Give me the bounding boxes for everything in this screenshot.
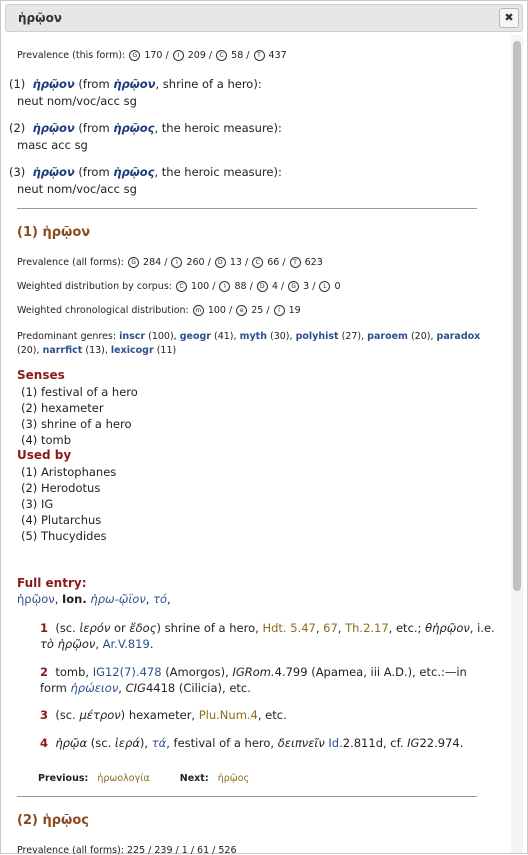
dist-value: 3 xyxy=(303,281,310,292)
corpus-i-icon: I xyxy=(219,281,230,292)
def-number: 2 xyxy=(40,665,49,679)
parse-lemma-link[interactable]: ἡρῷος xyxy=(113,165,155,179)
parse-form[interactable]: ἡρῷον xyxy=(32,77,75,91)
entry-heading: (2) ἡρῷος xyxy=(17,813,89,828)
parse-gloss: , the heroic measure): xyxy=(154,165,282,179)
def-text: 22.974. xyxy=(419,736,464,750)
def-text: or xyxy=(113,621,126,635)
definition-2: 2 tomb, IG12(7).478 (Amorgos), IGRom.4.799 (Apamea, iii A.D.), etc.:—in form ἡρώειον, CIG4418 (Cilicia), etc. xyxy=(40,665,467,695)
citation-abbrev: IG xyxy=(407,736,420,750)
greek-word: ἱερόν xyxy=(79,621,111,635)
def-number: 1 xyxy=(40,621,49,635)
chrono-value: 19 xyxy=(288,305,301,316)
parse-1-morph: neut nom/voc/acc sg xyxy=(17,94,137,108)
full-entry-heading: Full entry: xyxy=(17,576,87,590)
parse-2 xyxy=(9,121,282,135)
chrono-value: 100 xyxy=(207,305,226,316)
parse-form[interactable]: ἡρῷον xyxy=(32,165,75,179)
def-number: 3 xyxy=(40,708,49,722)
corpus-d-icon: D xyxy=(257,281,268,292)
vertical-scrollbar[interactable] xyxy=(511,35,523,853)
def-text: (sc. xyxy=(55,708,76,722)
greek-link[interactable]: ἡρώειον xyxy=(70,681,119,695)
genre-count: (20), xyxy=(17,345,40,356)
greek-word: δειπνεῖν xyxy=(277,736,325,750)
def-text: ) hexameter, xyxy=(120,708,196,722)
dist-value: 88 xyxy=(234,281,247,292)
senses-heading: Senses xyxy=(17,368,65,382)
definition-4 xyxy=(40,736,463,750)
greek-word: ἡρῷον xyxy=(57,637,96,651)
parse-from: (from xyxy=(78,121,110,135)
next-entry-link[interactable]: ἡρῷος xyxy=(217,773,250,784)
def-text: ) shrine of a hero, xyxy=(156,621,259,635)
genres-label: Predominant genres: xyxy=(17,331,117,342)
prev-value: 209 xyxy=(187,50,206,61)
prevalence-label: Prevalence (all forms): xyxy=(17,845,124,855)
def-text: , etc. xyxy=(257,708,287,722)
used-by-list xyxy=(21,464,116,544)
prev-value: 260 xyxy=(186,257,205,268)
dist-value: 4 xyxy=(271,281,278,292)
genre-link[interactable]: paradox xyxy=(436,331,481,342)
dist-value: 0 xyxy=(334,281,341,292)
prev-value: 284 xyxy=(143,257,162,268)
citation-link[interactable]: Ar.V.819 xyxy=(102,637,150,651)
def-text: , festival of a hero, xyxy=(166,736,275,750)
genre-link[interactable]: geogr xyxy=(179,331,211,342)
author-item: (1) Aristophanes xyxy=(21,465,117,479)
genre-link[interactable]: polyhist xyxy=(295,331,339,342)
def-text: (sc. xyxy=(90,736,112,750)
parse-from: (from xyxy=(78,77,110,91)
used-by-heading: Used by xyxy=(17,448,72,462)
scrollbar-thumb[interactable] xyxy=(513,41,521,591)
divider xyxy=(17,208,477,209)
previous-label: Previous: xyxy=(38,773,89,784)
parse-gloss: , shrine of a hero): xyxy=(155,77,262,91)
parse-lemma-link[interactable]: ἡρῷον xyxy=(113,77,156,91)
genre-count: (100), xyxy=(148,331,177,342)
parse-3-morph: neut nom/voc/acc sg xyxy=(17,182,137,196)
sense-item: (2) hexameter xyxy=(21,401,104,415)
definition-3 xyxy=(40,708,287,722)
previous-entry-link[interactable]: ἡρωολογία xyxy=(97,773,150,784)
citation-link[interactable]: 67 xyxy=(323,621,338,635)
greek-word: ἡρῷα xyxy=(55,736,88,750)
parse-number: (1) xyxy=(9,77,26,91)
genre-link[interactable]: inscr xyxy=(119,331,146,342)
def-text: 4418 (Cilicia), etc. xyxy=(145,681,251,695)
greek-link[interactable]: τά xyxy=(151,736,167,750)
author-item: (5) Thucydides xyxy=(21,529,107,543)
prev-value: 225 / 239 / 1 / 61 / 526 xyxy=(127,845,237,855)
prev-value: 437 xyxy=(268,50,287,61)
def-text: , i.e. xyxy=(469,621,495,635)
popup-content xyxy=(9,35,509,855)
greek-word: ἱερά xyxy=(114,736,140,750)
citation-link[interactable]: Id. xyxy=(328,736,343,750)
def-number: 4 xyxy=(40,736,49,750)
dist-value: 100 xyxy=(191,281,210,292)
prev-next-nav xyxy=(38,773,249,784)
window-title: ἡρῷον xyxy=(18,11,62,25)
chrono-distribution: Weighted chronological distribution: m 100 / e 25 / l 19 xyxy=(17,305,301,316)
author-item: (3) IG xyxy=(21,497,54,511)
genre-link[interactable]: lexicogr xyxy=(110,345,154,356)
genre-link[interactable]: paroem xyxy=(367,331,408,342)
citation-abbrev: IGRom. xyxy=(232,665,275,679)
prev-value: 13 xyxy=(229,257,242,268)
corpus-label: Weighted distribution by corpus: xyxy=(17,281,172,292)
corpus-distribution: Weighted distribution by corpus: C 100 / I 88 / D 4 / G 3 / L 0 xyxy=(17,281,341,292)
genre-count: (30), xyxy=(270,331,293,342)
citation-abbrev: CIG xyxy=(125,681,146,695)
next-label: Next: xyxy=(179,773,209,784)
sense-item: (3) shrine of a hero xyxy=(21,417,132,431)
parse-1 xyxy=(9,77,262,91)
prev-value: 623 xyxy=(304,257,323,268)
parse-3 xyxy=(9,165,282,179)
genre-count: (11) xyxy=(156,345,177,356)
gender-link[interactable]: τό xyxy=(153,592,168,606)
entry-head-line: ἡρῷον, Ion. ἡρω-ῷϊον, τό, xyxy=(17,592,171,606)
greek-word: τὸ xyxy=(40,637,54,651)
corpus-t-icon: T xyxy=(254,50,265,61)
chrono-label: Weighted chronological distribution: xyxy=(17,305,189,316)
citation-link[interactable]: IG12(7).478 xyxy=(92,665,162,679)
greek-word: μέτρον xyxy=(79,708,121,722)
genre-count: (13), xyxy=(85,345,108,356)
sense-item: (4) tomb xyxy=(21,433,71,447)
variant-link[interactable]: ἡρω-ῷϊον xyxy=(90,592,146,606)
corpus-l-icon: L xyxy=(319,281,330,292)
def-text: tomb, xyxy=(55,665,90,679)
corpus-c-icon: C xyxy=(176,281,187,292)
author-item: (4) Plutarchus xyxy=(21,513,102,527)
definition-1: 1 (sc. ἱερόν or ἔδος) shrine of a hero, Hdt. 5.47, 67, Th.2.17, etc.; θἠρῷον, i.e. τὸ ἡρῷον, Ar.V.819. xyxy=(40,621,495,651)
greek-word: ἔδος xyxy=(129,621,157,635)
def-text: 2.811d, cf. xyxy=(342,736,404,750)
citation-link[interactable]: Th.2.17 xyxy=(345,621,389,635)
parse-form[interactable]: ἡρῷον xyxy=(32,121,75,135)
prevalence-label: Prevalence (all forms): xyxy=(17,257,124,268)
corpus-g-icon: G xyxy=(129,50,140,61)
genre-count: (41), xyxy=(214,331,237,342)
form-prevalence-line: Prevalence (this form): G 170 / I 209 / C 58 / T 437 xyxy=(17,50,287,61)
lemma-link[interactable]: ἡρῷον xyxy=(17,592,55,606)
entry-heading: (1) ἡρῷον xyxy=(17,225,91,240)
corpus-g-icon: G xyxy=(128,257,139,268)
predominant-genres xyxy=(17,330,487,358)
def-text: ), xyxy=(139,736,149,750)
form-prevalence-label: Prevalence (this form): xyxy=(17,50,126,61)
period-m-icon: m xyxy=(193,305,204,316)
senses-list xyxy=(21,384,138,448)
parse-lemma-link[interactable]: ἡρῷος xyxy=(113,121,155,135)
corpus-d-icon: D xyxy=(215,257,226,268)
divider xyxy=(17,796,477,797)
period-e-icon: e xyxy=(236,305,247,316)
parse-from: (from xyxy=(78,165,110,179)
greek-word: θἠρῷον xyxy=(425,621,470,635)
def-text: . xyxy=(149,637,154,651)
prev-value: 66 xyxy=(267,257,280,268)
citation-link[interactable]: Hdt. 5.47 xyxy=(262,621,316,635)
parse-number: (2) xyxy=(9,121,26,135)
author-item: (2) Herodotus xyxy=(21,481,101,495)
dialect-label: Ion. xyxy=(62,592,87,606)
genre-count: (27), xyxy=(341,331,365,342)
sense-item: (1) festival of a hero xyxy=(21,385,138,399)
genre-link[interactable]: narrfict xyxy=(42,345,83,356)
chrono-value: 25 xyxy=(251,305,264,316)
def-text: , etc.; xyxy=(388,621,422,635)
genre-link[interactable]: myth xyxy=(239,331,267,342)
corpus-i-icon: I xyxy=(173,50,184,61)
def-text: (Amorgos), xyxy=(165,665,229,679)
genre-count: (20), xyxy=(410,331,434,342)
def-text: 4.799 (Apamea, iii A.D.), etc.:—in form xyxy=(40,665,467,695)
close-button[interactable]: ✖ xyxy=(499,8,519,28)
corpus-c-icon: C xyxy=(216,50,227,61)
def-text: (sc. xyxy=(55,621,76,635)
parse-gloss: , the heroic measure): xyxy=(154,121,282,135)
titlebar xyxy=(5,4,523,32)
prev-value: 170 xyxy=(144,50,163,61)
corpus-g-icon: G xyxy=(288,281,299,292)
corpus-t-icon: T xyxy=(290,257,301,268)
corpus-c-icon: C xyxy=(252,257,263,268)
parse-2-morph: masc acc sg xyxy=(17,138,88,152)
parse-number: (3) xyxy=(9,165,26,179)
corpus-i-icon: I xyxy=(171,257,182,268)
all-forms-prevalence: Prevalence (all forms): G 284 / I 260 / D 13 / C 66 / T 623 xyxy=(17,257,323,268)
period-l-icon: l xyxy=(274,305,285,316)
prev-value: 58 xyxy=(231,50,244,61)
citation-link[interactable]: Plu.Num.4 xyxy=(198,708,258,722)
